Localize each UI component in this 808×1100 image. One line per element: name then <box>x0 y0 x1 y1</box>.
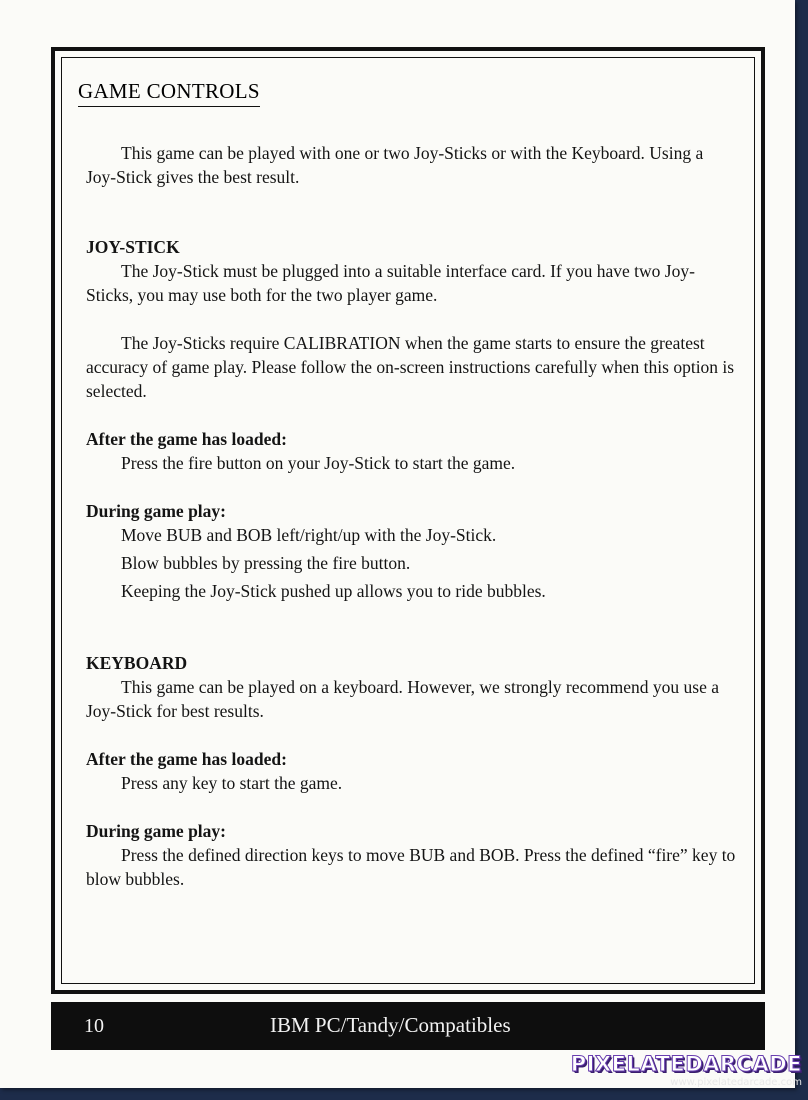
joystick-after-heading: After the game has loaded: <box>86 429 287 449</box>
joystick-paragraph-2: The Joy-Sticks require CALIBRATION when the game starts to ensure the greatest accuracy of game play. Please follow the on-screen instructions carefully when this option is selected. <box>86 333 735 401</box>
footer-title: IBM PC/Tandy/Compatibles <box>270 1013 511 1037</box>
keyboard-during-heading: During game play: <box>86 821 226 841</box>
joystick-during-item: Keeping the Joy-Stick pushed up allows you to ride bubbles. <box>121 581 546 601</box>
joystick-paragraph-1: The Joy-Stick must be plugged into a suitable interface card. If you have two Joy-Sticks, you may use both for the two player game. <box>86 261 695 305</box>
watermark-url: www.pixelatedarcade.com <box>670 1077 802 1088</box>
intro-paragraph: This game can be played with one or two Joy-Sticks or with the Keyboard. Using a Joy-Stick gives the best result. <box>86 143 704 187</box>
joystick-during-heading: During game play: <box>86 501 226 521</box>
joystick-during-item: Move BUB and BOB left/right/up with the Joy-Stick. <box>121 525 497 545</box>
joystick-after-text: Press the fire button on your Joy-Stick to start the game. <box>121 453 516 473</box>
page-title: GAME CONTROLS <box>78 78 260 107</box>
watermark <box>571 1052 802 1088</box>
watermark-logo: PIXELATEDARCADE <box>570 1052 802 1076</box>
keyboard-heading: KEYBOARD <box>86 653 188 673</box>
keyboard-during-text: Press the defined direction keys to move BUB and BOB. Press the defined “fire” key to blow bubbles. <box>86 845 736 889</box>
keyboard-paragraph-1: This game can be played on a keyboard. However, we strongly recommend you use a Joy-Stick for best results. <box>86 677 719 721</box>
joystick-during-item: Blow bubbles by pressing the fire button. <box>121 553 411 573</box>
keyboard-after-text: Press any key to start the game. <box>121 773 343 793</box>
page-footer <box>51 1002 765 1050</box>
joystick-heading: JOY-STICK <box>86 237 180 257</box>
page-number: 10 <box>84 1015 104 1037</box>
keyboard-after-heading: After the game has loaded: <box>86 749 287 769</box>
